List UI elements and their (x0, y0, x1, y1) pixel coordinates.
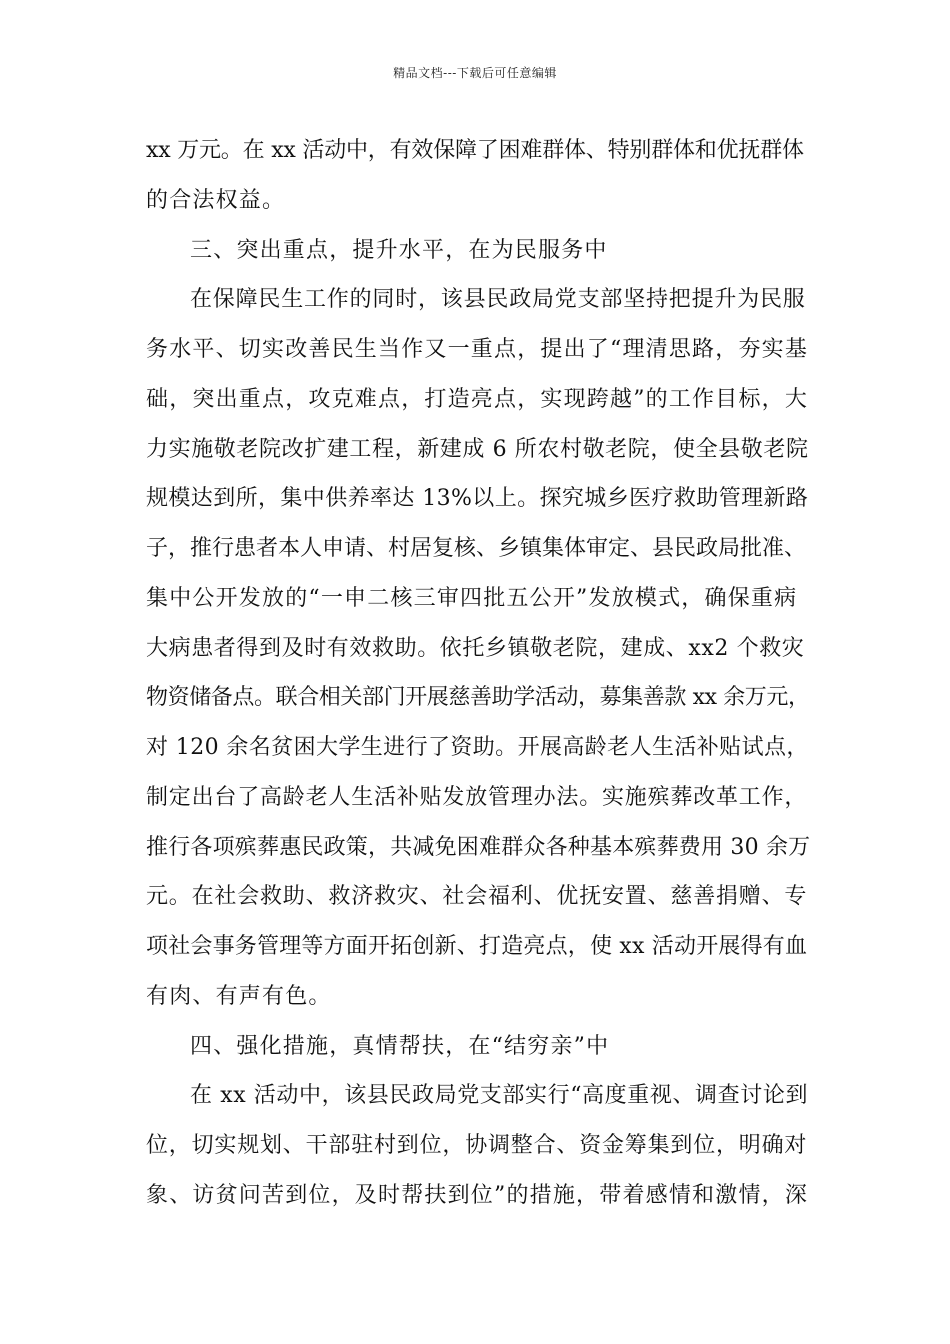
text-line: 子，推行患者本人申请、村居复核、乡镇集体审定、县民政局批准、 (146, 536, 807, 561)
page-header: 精品文档---下载后可任意编辑 (393, 66, 557, 80)
text-line: 础，突出重点，攻克难点，打造亮点，实现跨越”的工作目标，大 (146, 387, 809, 412)
text-line: 规模达到所，集中供养率达 13%以上。探究城乡医疗救助管理新路 (146, 486, 809, 511)
text-line: 集中公开发放的“一申二核三审四批五公开”发放模式，确保重病 (146, 586, 798, 611)
text-line: 项社会事务管理等方面开拓创新、打造亮点，使 xx 活动开展得有血 (146, 934, 808, 959)
section-heading: 四、强化措施，真情帮扶，在“结穷亲”中 (190, 1034, 610, 1059)
section-heading: 三、突出重点，提升水平，在为民服务中 (190, 238, 608, 263)
text-line: 大病患者得到及时有效救助。依托乡镇敬老院，建成、xx2 个救灾 (146, 636, 805, 661)
text-line: 在保障民生工作的同时，该县民政局党支部坚持把提升为民服 (190, 287, 806, 312)
text-line: 的合法权益。 (146, 188, 286, 213)
text-line: 有肉、有声有色。 (146, 984, 332, 1009)
text-line: 位，切实规划、干部驻村到位，协调整合、资金筹集到位，明确对 (146, 1133, 808, 1158)
text-line: 对 120 余名贫困大学生进行了资助。开展高龄老人生活补贴试点， (146, 735, 809, 760)
text-line: xx 万元。在 xx 活动中，有效保障了困难群体、特别群体和优抚群体 (146, 138, 804, 163)
text-line: 推行各项殡葬惠民政策，共减免困难群众各种基本殡葬费用 30 余万 (146, 835, 811, 860)
text-line: 力实施敬老院改扩建工程，新建成 6 所农村敬老院，使全县敬老院 (146, 437, 809, 462)
text-line: 在 xx 活动中，该县民政局党支部实行“高度重视、调查讨论到 (190, 1083, 809, 1108)
text-line: 象、访贫问苦到位，及时帮扶到位”的措施，带着感情和激情，深 (146, 1183, 809, 1208)
text-line: 元。在社会救助、救济救灾、社会福利、优抚安置、慈善捐赠、专 (146, 884, 808, 909)
text-line: 制定出台了高龄老人生活补贴发放管理办法。实施殡葬改革工作， (146, 785, 808, 810)
text-line: 务水平、切实改善民生当作又一重点，提出了“理清思路，夯实基 (146, 337, 809, 362)
text-line: 物资储备点。联合相关部门开展慈善助学活动，募集善款 xx 余万元， (146, 685, 810, 710)
